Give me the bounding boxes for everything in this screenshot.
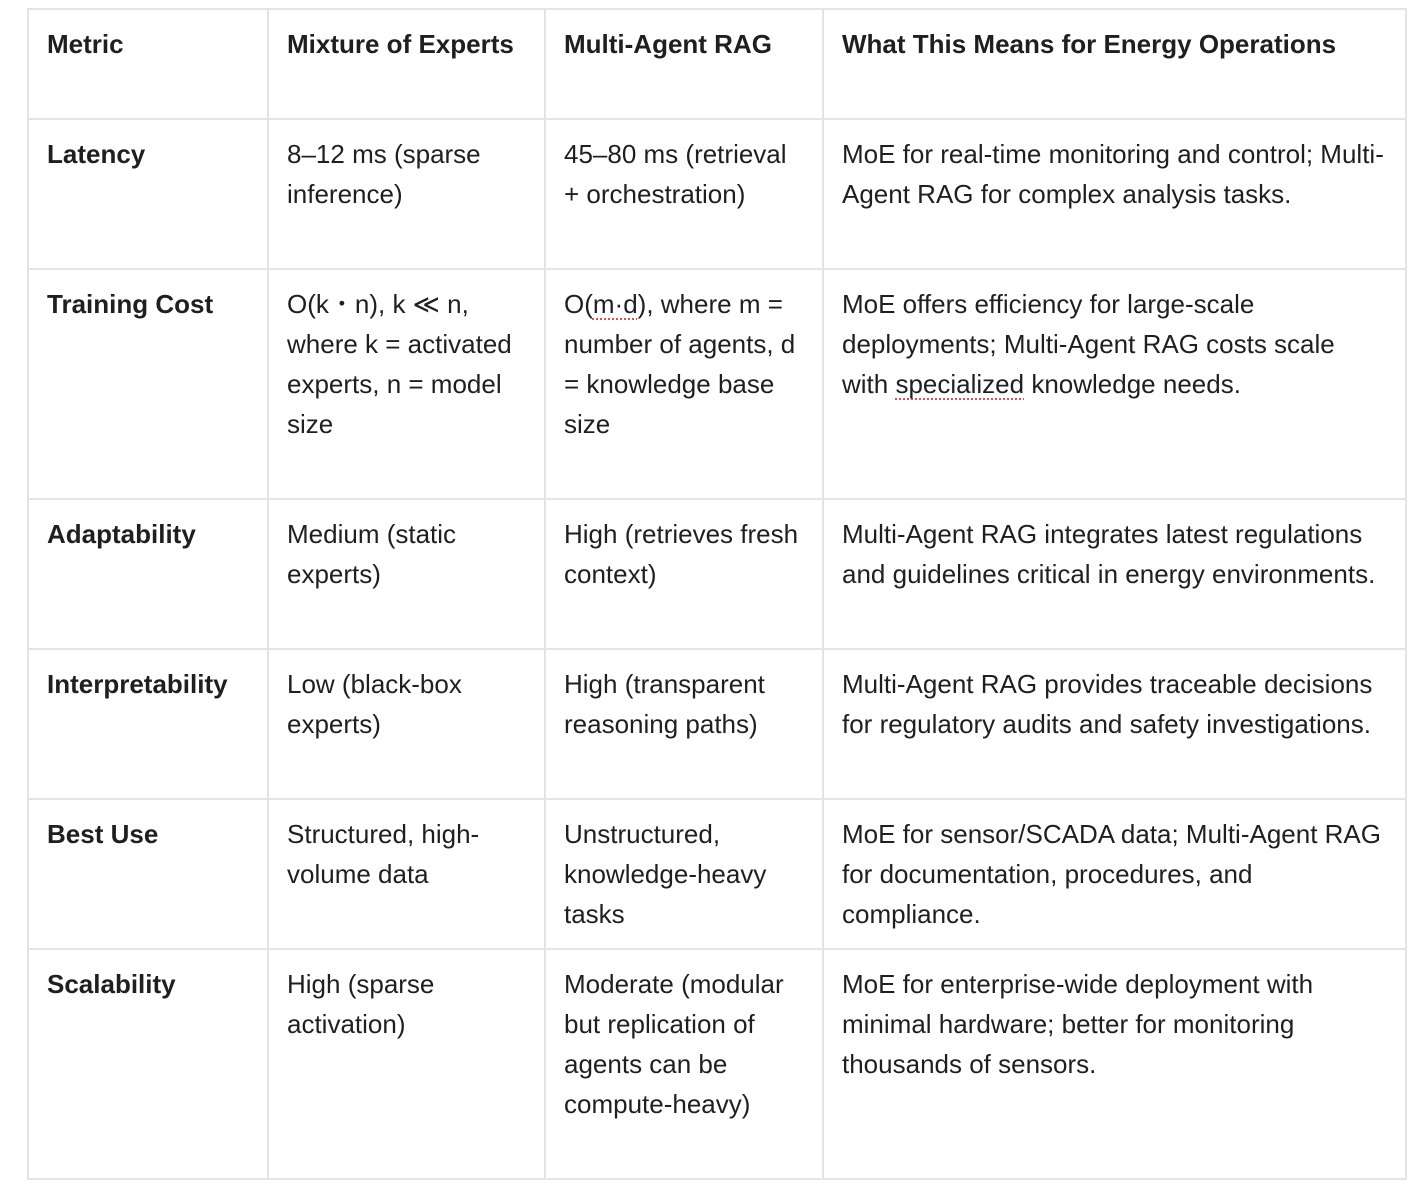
- rag-text-start: O(: [564, 289, 593, 319]
- metric-cell: Best Use: [28, 799, 268, 949]
- metric-cell: Scalability: [28, 949, 268, 1179]
- rag-cell: [545, 269, 823, 499]
- meaning-text-start: MoE offers efficiency for large-scale deployments; Multi-Agent RAG costs scale with: [842, 289, 1335, 399]
- rag-cell: High (transparent reasoning paths): [545, 649, 823, 799]
- table-row: [28, 499, 1406, 649]
- table-row: [28, 799, 1406, 949]
- moe-cell: 8–12 ms (sparse inference): [268, 119, 545, 269]
- meaning-cell: [823, 269, 1406, 499]
- table-row: [28, 119, 1406, 269]
- rag-cell: Moderate (modular but replication of agents can be compute-heavy): [545, 949, 823, 1179]
- header-energy-operations: What This Means for Energy Operations: [823, 9, 1406, 119]
- metric-cell: Latency: [28, 119, 268, 269]
- meaning-cell: MoE for sensor/SCADA data; Multi-Agent RAG for documentation, procedures, and compliance.: [823, 799, 1406, 949]
- moe-cell: O(k・n), k ≪ n, where k = activated experts, n = model size: [268, 269, 545, 499]
- table-row: [28, 949, 1406, 1179]
- meaning-cell: MoE for real-time monitoring and control; Multi-Agent RAG for complex analysis tasks.: [823, 119, 1406, 269]
- meaning-text-end: knowledge needs.: [1024, 369, 1241, 399]
- moe-cell: Structured, high-volume data: [268, 799, 545, 949]
- table-row: [28, 649, 1406, 799]
- header-metric: Metric: [28, 9, 268, 119]
- metric-cell: Training Cost: [28, 269, 268, 499]
- meaning-cell: Multi-Agent RAG provides traceable decisions for regulatory audits and safety investigations.: [823, 649, 1406, 799]
- metric-cell: Interpretability: [28, 649, 268, 799]
- spellcheck-underlined-word[interactable]: m·d: [592, 289, 638, 319]
- meaning-cell: MoE for enterprise-wide deployment with minimal hardware; better for monitoring thousands of sensors.: [823, 949, 1406, 1179]
- comparison-table: [27, 8, 1407, 1180]
- moe-cell: High (sparse activation): [268, 949, 545, 1179]
- rag-cell: 45–80 ms (retrieval + orchestration): [545, 119, 823, 269]
- spellcheck-underlined-word[interactable]: specialized: [895, 369, 1025, 399]
- header-mixture-of-experts: Mixture of Experts: [268, 9, 545, 119]
- moe-cell: Low (black-box experts): [268, 649, 545, 799]
- rag-cell: High (retrieves fresh context): [545, 499, 823, 649]
- meaning-cell: Multi-Agent RAG integrates latest regulations and guidelines critical in energy environments.: [823, 499, 1406, 649]
- metric-cell: Adaptability: [28, 499, 268, 649]
- rag-text-end: ), where m = number of agents, d = knowledge base size: [564, 289, 796, 439]
- header-multi-agent-rag: Multi-Agent RAG: [545, 9, 823, 119]
- moe-cell: Medium (static experts): [268, 499, 545, 649]
- table-header-row: [28, 9, 1406, 119]
- rag-cell: Unstructured, knowledge-heavy tasks: [545, 799, 823, 949]
- table-row: [28, 269, 1406, 499]
